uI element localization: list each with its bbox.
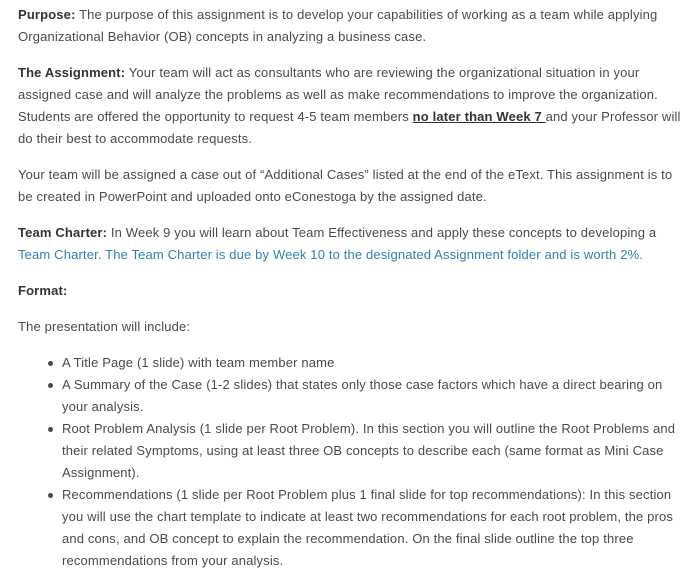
bullet-icon: [48, 493, 53, 498]
assignment-text-after: and your Professor will do their best to accommodate requests.: [18, 109, 681, 146]
charter-label: Team Charter:: [18, 225, 108, 240]
assignment-paragraph: [18, 62, 690, 150]
bullet-icon: [48, 427, 53, 432]
charter-text: In Week 9 you will learn about Team Effectiveness and apply these concepts to developing a: [107, 225, 657, 240]
format-heading: [18, 280, 690, 302]
assignment-text: Your team will act as consultants who are reviewing the organizational situation in your assigned case and will analyze the problems as well as make recommendations to improve the organization. Students are offered the opportunity to request 4-5 team members: [18, 65, 658, 124]
list-item: [62, 352, 690, 374]
list-item: [62, 484, 690, 572]
purpose-text: The purpose of this assignment is to develop your capabilities of working as a team while applying Organizational Behavior (OB) concepts in analyzing a business case.: [18, 7, 658, 44]
charter-highlighted-text: Team Charter. The Team Charter is due by Week 10 to the designated Assignment folder and is worth 2%.: [18, 247, 644, 262]
presentation-intro: The presentation will include:: [18, 319, 191, 334]
list-item-text: Recommendations (1 slide per Root Problem plus 1 final slide for top recommendations): In this section you will use the chart template to indicate at least two recommendations for each root problem, the pros and cons, and OB concept to explain the recommendation. On the final slide outline the top three recommendations from your analysis.: [62, 487, 674, 568]
purpose-paragraph: [18, 4, 690, 48]
list-item-text: A Title Page (1 slide) with team member name: [62, 355, 335, 370]
purpose-label: Purpose:: [18, 7, 76, 22]
presentation-items-list: [18, 352, 690, 572]
list-item: [62, 418, 690, 484]
charter-paragraph: [18, 222, 690, 266]
list-item: [62, 374, 690, 418]
list-item-text: A Summary of the Case (1-2 slides) that states only those case factors which have a direct bearing on your analysis.: [62, 377, 663, 414]
bullet-icon: [48, 383, 53, 388]
bullet-icon: [48, 361, 53, 366]
list-item-text: Root Problem Analysis (1 slide per Root Problem). In this section you will outline the Root Problems and their related Symptoms, using at least three OB concepts to describe each (same format as Mini Case Assignment).: [62, 421, 676, 480]
format-label: Format:: [18, 283, 68, 298]
assignment-label: The Assignment:: [18, 65, 126, 80]
case-paragraph: Your team will be assigned a case out of “Additional Cases” listed at the end of the eText. This assignment is to be created in PowerPoint and uploaded onto eConestoga by the assigned date.: [18, 167, 673, 204]
deadline-text: no later than Week 7: [412, 109, 546, 124]
